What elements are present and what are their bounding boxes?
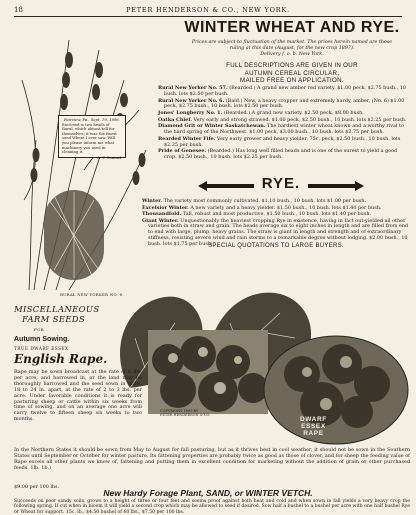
copyright-notice (160, 409, 210, 417)
variety-description: (Bearded.) A grand new variety. $2.50 peck, $8.00 bush. (222, 110, 364, 116)
variety-description: (Bald.) New, a heavy cropper and extremely hardy, amber, (No. 6) $1.00 peck, $2.75 bush., 10 bush. lots $2.50 per bush. (164, 97, 405, 110)
list-item (158, 149, 410, 161)
misc-title-line1: MISCELLANEOUS (14, 305, 100, 315)
letter-place: Fairview, Pa., Sept. 19, 1896. (63, 117, 121, 122)
variety-name: Rural New Yorker No. 6. (158, 97, 225, 104)
autumn-sowing-heading: Autumn Sowing. (14, 336, 70, 343)
variety-description: Tall, robust and most productive. $1.50 bush., 10 bush. lots $1.40 per bush. (181, 211, 372, 217)
rape-price-inline: 1lb. 1b.) (30, 464, 51, 471)
rape-description-narrow: Rape may be sown broadcast at the rate of 6 lbs. per acre, and harrowed in, or the land may be thoroughly harrowed and the seed sown in drills, 18 to 24 in. apart, at the rate of 2 to 3 lbs. per acre. Under favorable conditions it is ready for pasturing sheep or cattle within six weeks from time of sowing, and on an average one acre will carry twelve to fifteen sheep six weeks to two months. (14, 369, 142, 423)
page-title: WINTER WHEAT AND RYE. (184, 19, 400, 36)
list-item (158, 137, 410, 149)
full-desc-line3: MAILED FREE ON APPLICATION. (240, 77, 344, 84)
variety-description: The hardiest winter wheat known and a worthy rival to the hard spring of the Northwest. $1.00 peck, $3.00 bush., 10 bush. lots $2.75 per bush. (164, 123, 404, 136)
variety-description: Very early grower and heavy yielder. 75c. peck, $2.50 bush., 10 bush. lots $2.25 per bush. (164, 135, 401, 148)
list-item (158, 86, 410, 98)
full-desc-line2: AUTUMN CEREAL CIRCULAR, (244, 69, 340, 77)
rape-description-text: In the Northern States it should be sown from May to August for fall pasturing, but as it thrives best in cool weather, it should not be sown in the Southern States until September or October for winter pasture. Its fattening properties are probably twice as good as those of clover, and for sheep the feeding value of Rape excels all other plants we know of, fattening and putting them in excellent condition for marketing without the addition of grain or other purchased feeds. (14, 447, 410, 471)
variety-name: Bearded Winter Fife. (158, 135, 216, 142)
variety-name: Giant Winter. (142, 217, 179, 224)
variety-name: Diamond Grit or Winter Saskatchewan. (158, 123, 266, 130)
ornament-bar-left (206, 184, 254, 188)
dwarf-essex-subheading: TRUE DWARF ESSEX (14, 346, 69, 351)
circle-label-line2: ESSEX (301, 423, 326, 430)
circle-label-line1: DWARF (300, 416, 327, 423)
price-notice (172, 40, 412, 52)
rye-title: RYE. (261, 175, 301, 192)
wheat-variety-list (158, 86, 410, 162)
testimonial-letter (58, 115, 126, 158)
english-rape-heading: English Rape. (14, 352, 108, 366)
circle-photo-label (300, 416, 327, 437)
ornament-bar-right (308, 184, 356, 188)
variety-name: Excelsior Winter. (142, 204, 189, 211)
ornament-right (355, 181, 364, 191)
variety-description: Unquestionably the heaviest cropping Rye in existence, having in fact out-yielded all other varieties both in straw and grain. The heads average six to eight inches in length and are filled from end to end with large, plump, heavy grains. The straw is giant in length and strength and of extraordinary stiffness, resisting severe wind and rain storms to a remarkable degree without lodging. $2.00 bush., 10 bush. lots $1.75 per bush. (148, 217, 409, 248)
variety-name: Thousandfold. (142, 211, 182, 217)
misc-title-line2: FARM SEEDS (22, 314, 85, 325)
rye-variety-list (142, 199, 410, 249)
rape-field-photo (148, 330, 268, 414)
misc-farm-seeds-heading (14, 306, 100, 335)
rape-description-wide (14, 448, 410, 472)
variety-name: Winter. (142, 198, 163, 204)
page-number: 18 (14, 6, 23, 14)
vetch-heading: New Hardy Forage Plant, SAND, or WINTER VETCH. (103, 488, 313, 498)
letter-signature: A. P. Conrad. (97, 154, 122, 160)
price-notice-line2: ruling at this date (August, for the new crop 1897). (229, 46, 355, 51)
variety-description: (Bearded.) Has long well filled heads and is one of the surest to yield a good crop. $2.50 bush., 10 bush. lots $2.25 per bush. (164, 148, 398, 161)
price-notice-line1: Prices are subject to fluctuation of the market. The prices herein named are those (191, 40, 393, 45)
variety-name: Jones' Longberry No. 1. (158, 110, 223, 116)
variety-description: The variety most commonly cultivated. $1.10 bush., 10 bush. lots $1.00 per bush. (162, 198, 367, 204)
delivery-note: Delivery f. o. b. New York. (260, 52, 324, 57)
full-description-notice (172, 62, 412, 85)
variety-name: Rural New Yorker No. 57. (158, 85, 228, 91)
variety-description: Very early and strong strawed. $1.00 peck, $2.50 bush., 10 bush. lots $2.25 per bush. (192, 116, 407, 123)
variety-name: Oatka Chief. (158, 116, 192, 123)
running-head: PETER HENDERSON & CO., NEW YORK. (126, 6, 290, 14)
copyright-line1: COPYRIGHT 1895 BY (160, 409, 199, 413)
variety-description: (Bearded.) A grand new amber red variety. $1.00 peck, $2.75 bush., 10 bush. lots $2.50 per bush. (164, 85, 406, 97)
variety-description: A new variety and a heavy yielder. $1.50 bush., 10 bush. lots $1.40 per bush. (188, 204, 382, 211)
vetch-description: Succeeds on poor sandy soils, grows to a height of three or four feet and seems proof against both heat and cold and when sown in fall yields a very heavy crop the following spring. If cut when in bloom it will yield a second crop which may be allowed to seed if desired. Sow half a bushel to a bushel per acre with one half bushel Rye or Wheat for support. 15c. lb., $4.50 bushel of 60 lbs., $7.50 per 100 lbs. (14, 499, 410, 515)
variety-name: Pride of Genesee. (158, 148, 207, 155)
misc-for-label: FOR (34, 327, 44, 332)
rye-heading (150, 175, 412, 197)
wheat-caption: RURAL NEW YORKER NO. 6. (60, 292, 124, 297)
list-item (158, 124, 410, 136)
circle-label-line3: RAPE (303, 430, 324, 437)
rape-price: $9.00 per 100 lbs. (14, 484, 60, 490)
list-item (158, 99, 410, 111)
copyright-line2: PETER HENDERSON & CO. (160, 413, 211, 417)
header-rule (14, 16, 402, 17)
letter-body: Enclosed is two heads of Rural, which almost tell for themselves; it was the finest seed Wheat I ever saw. Will you please inform me what machinery you used in cleaning it. (62, 121, 117, 155)
dwarf-essex-rape-circle-photo (262, 334, 410, 446)
full-desc-line1: FULL DESCRIPTIONS ARE GIVEN IN OUR (226, 62, 358, 69)
special-quotations: SPECIAL QUOTATIONS TO LARGE BUYERS. (208, 243, 344, 249)
